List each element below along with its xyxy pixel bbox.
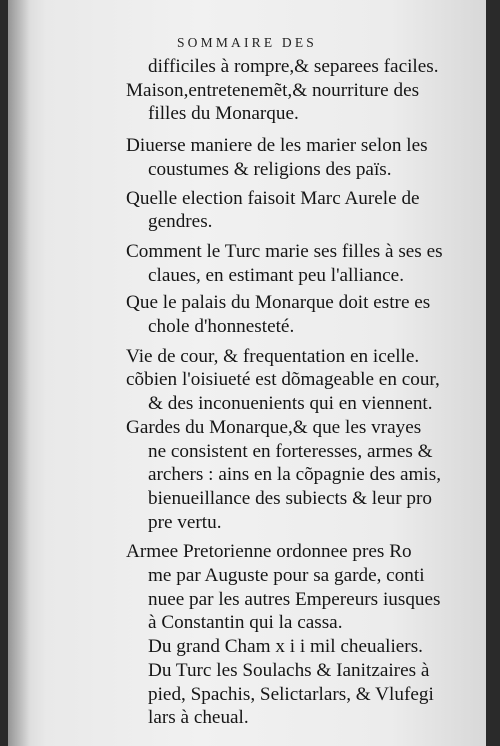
text-line: ne consistent en forteresses, armes & — [148, 440, 433, 462]
text-line: chole d'honnesteté. — [148, 316, 295, 338]
gutter-shadow — [8, 0, 30, 746]
text-line: Gardes du Monarque,& que les vrayes — [126, 416, 422, 438]
text-line: Du Turc les Soulachs & Ianitzaires à — [148, 659, 430, 681]
text-line: pied, Spachis, Selictarlars, & Vlufegi — [148, 683, 434, 705]
text-line: & des inconuenients qui en viennent. — [148, 393, 433, 415]
text-line: bienueillance des subiects & leur pro — [148, 487, 432, 509]
text-line: Quelle election faisoit Marc Aurele de — [126, 187, 420, 209]
text-line: Diuerse maniere de les marier selon les — [126, 135, 428, 157]
text-line: gendres. — [148, 211, 213, 233]
text-line: Armee Pretorienne ordonnee pres Ro — [126, 541, 412, 563]
text-line: claues, en estimant peu l'alliance. — [148, 264, 404, 286]
text-line: me par Auguste pour sa garde, conti — [148, 565, 425, 587]
book-page — [8, 0, 486, 746]
text-line: Maison,entretenemẽt,& nourriture des — [126, 79, 420, 101]
text-line: Vie de cour, & frequentation en icelle. — [126, 345, 420, 367]
text-line: archers : ains en la cõpagnie des amis, — [148, 464, 442, 486]
text-line: filles du Monarque. — [148, 103, 299, 125]
running-head: SOMMAIRE DES — [176, 35, 318, 50]
text-line: pre vertu. — [148, 511, 222, 533]
text-line: Du grand Cham x i i mil cheualiers. — [148, 636, 423, 658]
text-line: Que le palais du Monarque doit estre es — [126, 292, 431, 314]
text-line: nuee par les autres Empereurs iusques — [148, 588, 441, 610]
text-line: Comment le Turc marie ses filles à ses es — [126, 240, 443, 262]
text-line: lars à cheual. — [148, 707, 249, 729]
text-line: difficiles à rompre,& separees faciles. — [148, 56, 439, 77]
text-line: à Constantin qui la cassa. — [148, 612, 343, 634]
summary-text — [126, 55, 486, 730]
text-line: cõbien l'oisiueté est dõmageable en cour, — [126, 369, 440, 391]
text-line: coustumes & religions des païs. — [148, 158, 392, 180]
